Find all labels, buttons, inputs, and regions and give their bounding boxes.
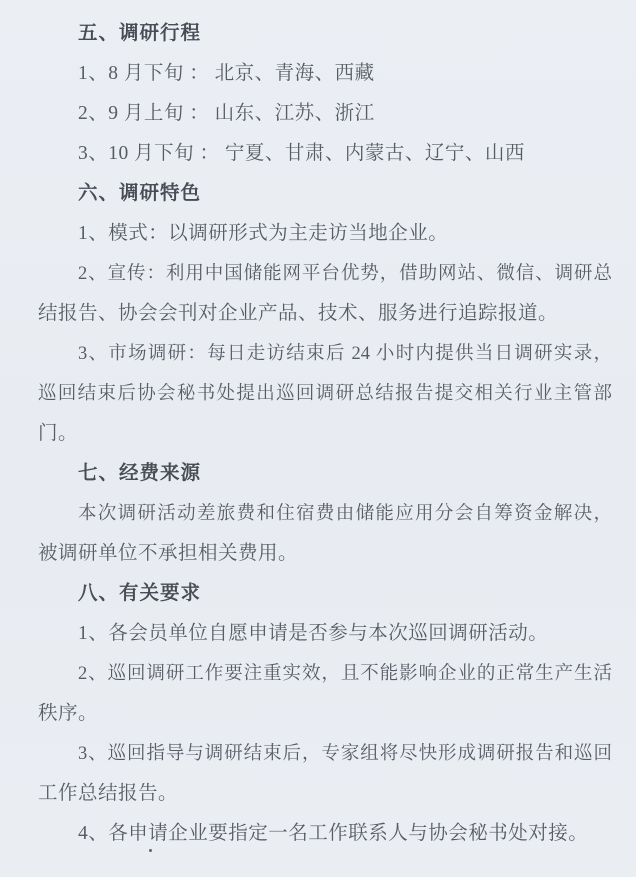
feature-publicity-line1: 2、宣传：利用中国储能网平台优势，借助网站、微信、调研总 (78, 264, 612, 284)
itinerary-august: 1、8 月下旬 ： 北京、青海、西藏 (78, 63, 375, 84)
funding-para-line2: 被调研单位不承担相关费用。 (38, 543, 299, 564)
feature-publicity-line2: 结报告、协会会刊对企业产品、技术、服务进行追踪报道。 (38, 303, 559, 324)
feature-research-line1: 3、市场调研：每日走访结束后 24 小时内提供当日调研实录， (78, 344, 612, 364)
scan-artifact-dot (149, 849, 152, 852)
section-heading-funding: 七、经费来源 (78, 463, 202, 484)
requirement-2-line2: 秩序。 (38, 703, 99, 724)
feature-research-line2: 巡回结束后协会秘书处提出巡回调研总结报告提交相关行业主管部 (38, 384, 612, 404)
section-heading-requirements: 八、有关要求 (78, 583, 202, 604)
feature-mode: 1、模式：以调研形式为主走访当地企业。 (78, 223, 449, 244)
requirement-4: 4、各申请企业要指定一名工作联系人与协会秘书处对接。 (78, 823, 589, 844)
section-heading-itinerary: 五、调研行程 (78, 23, 202, 44)
section-heading-features: 六、调研特色 (78, 183, 202, 204)
requirement-1: 1、各会员单位自愿申请是否参与本次巡回调研活动。 (78, 623, 549, 644)
itinerary-september: 2、9 月上旬 ： 山东、江苏、浙江 (78, 103, 375, 124)
funding-para-line1: 本次调研活动差旅费和住宿费由储能应用分会自筹资金解决， (78, 504, 612, 524)
requirement-2-line1: 2、巡回调研工作要注重实效，且不能影响企业的正常生产生活 (78, 664, 612, 684)
feature-research-line3: 门。 (38, 423, 79, 444)
requirement-3-line2: 工作总结报告。 (38, 783, 179, 804)
itinerary-october: 3、10 月下旬 ： 宁夏、甘肃、内蒙古、辽宁、山西 (78, 143, 525, 164)
requirement-3-line1: 3、巡回指导与调研结束后，专家组将尽快形成调研报告和巡回 (78, 744, 612, 764)
